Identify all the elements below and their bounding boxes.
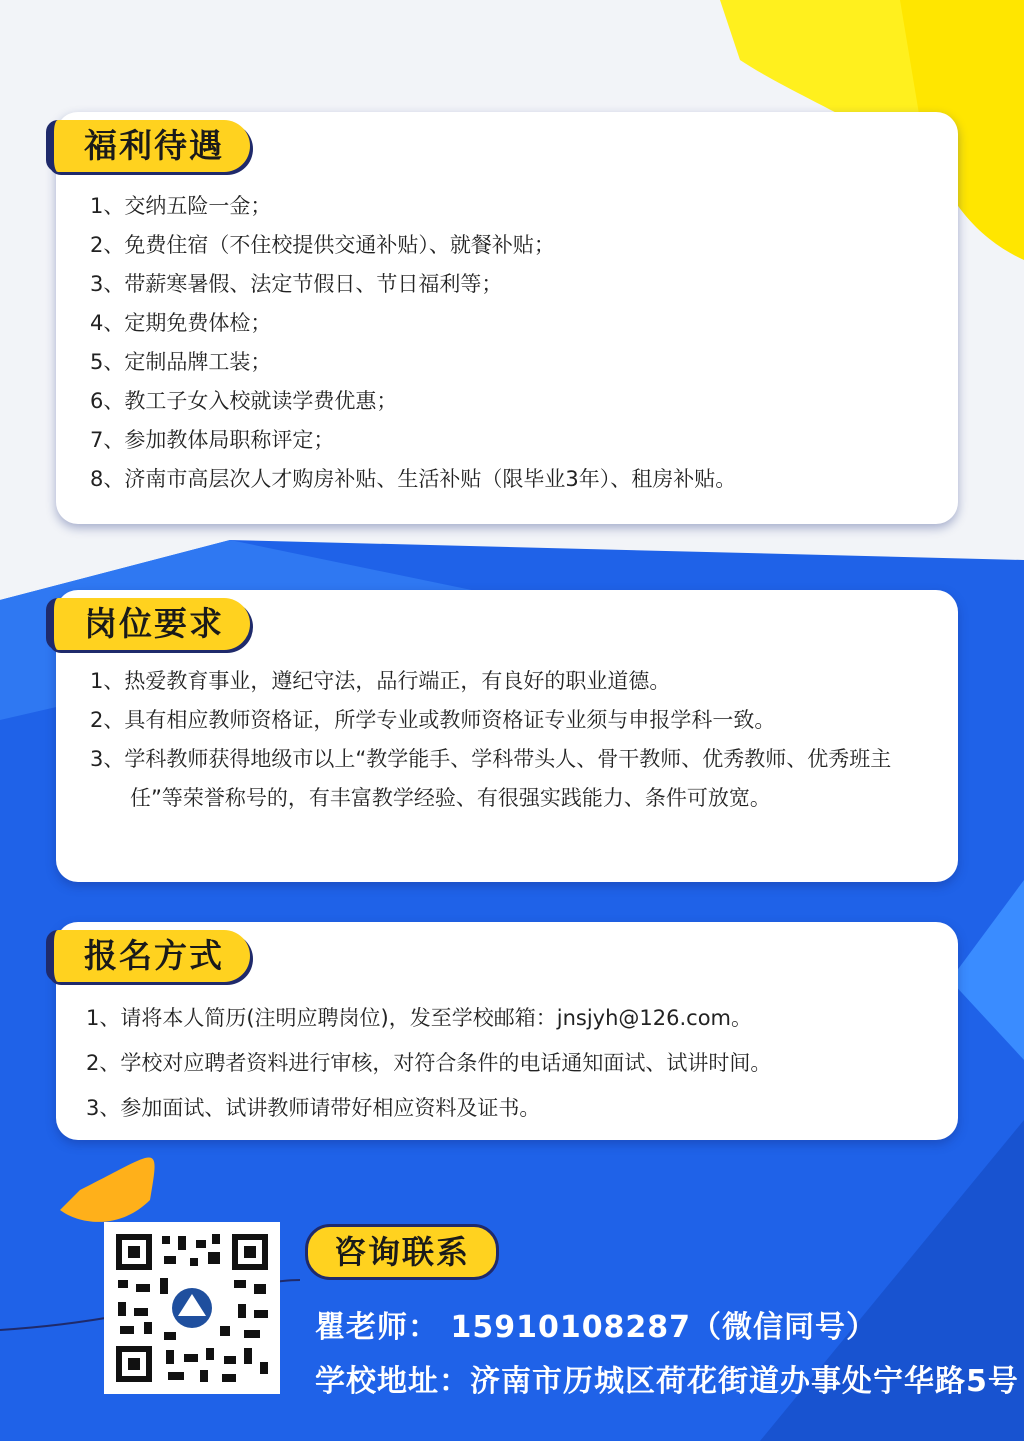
apply-list	[86, 996, 771, 1131]
list-item: 7、参加教体局职称评定；	[90, 428, 335, 452]
list-item: 2、免费住宿（不住校提供交通补贴）、就餐补贴；	[90, 233, 555, 257]
qr-code-image	[104, 1222, 280, 1394]
list-item: 1、热爱教育事业，遵纪守法，品行端正，有良好的职业道德。	[90, 669, 671, 693]
list-item: 3、参加面试、试讲教师请带好相应资料及证书。	[86, 1096, 541, 1120]
list-item: 1、交纳五险一金；	[90, 194, 272, 218]
list-item: 2、学校对应聘者资料进行审核，对符合条件的电话通知面试、试讲时间。	[86, 1051, 772, 1075]
list-item: 3、学科教师获得地级市以上“教学能手、学科带头人、骨干教师、优秀教师、优秀班主任”等荣誉称号的，有丰富教学经验、有很强实践能力、条件可放宽。	[90, 747, 892, 810]
list-item: 8、济南市高层次人才购房补贴、生活补贴（限毕业3年）、租房补贴。	[90, 467, 737, 491]
list-item: 6、教工子女入校就读学费优惠；	[90, 389, 398, 413]
welfare-list	[90, 187, 736, 499]
school-address: 学校地址：济南市历城区荷花街道办事处宁华路5号	[315, 1364, 1019, 1399]
qr-code[interactable]	[104, 1222, 280, 1394]
apply-title: 报名方式	[46, 930, 250, 982]
list-item: 3、带薪寒暑假、法定节假日、节日福利等；	[90, 272, 503, 296]
list-item: 5、定制品牌工装；	[90, 350, 272, 374]
list-item: 2、具有相应教师资格证，所学专业或教师资格证专业须与申报学科一致。	[90, 708, 776, 732]
welfare-title: 福利待遇	[46, 120, 250, 172]
requirements-list	[90, 662, 940, 818]
contact-teacher-phone: 瞿老师： 15910108287（微信同号）	[315, 1310, 878, 1345]
requirements-title: 岗位要求	[46, 598, 250, 650]
list-item: 1、请将本人简历(注明应聘岗位)，发至学校邮箱：jnsjyh@126.com。	[86, 1006, 753, 1030]
contact-title: 咨询联系	[305, 1224, 499, 1280]
list-item: 4、定期免费体检；	[90, 311, 272, 335]
welfare-card	[56, 112, 958, 524]
